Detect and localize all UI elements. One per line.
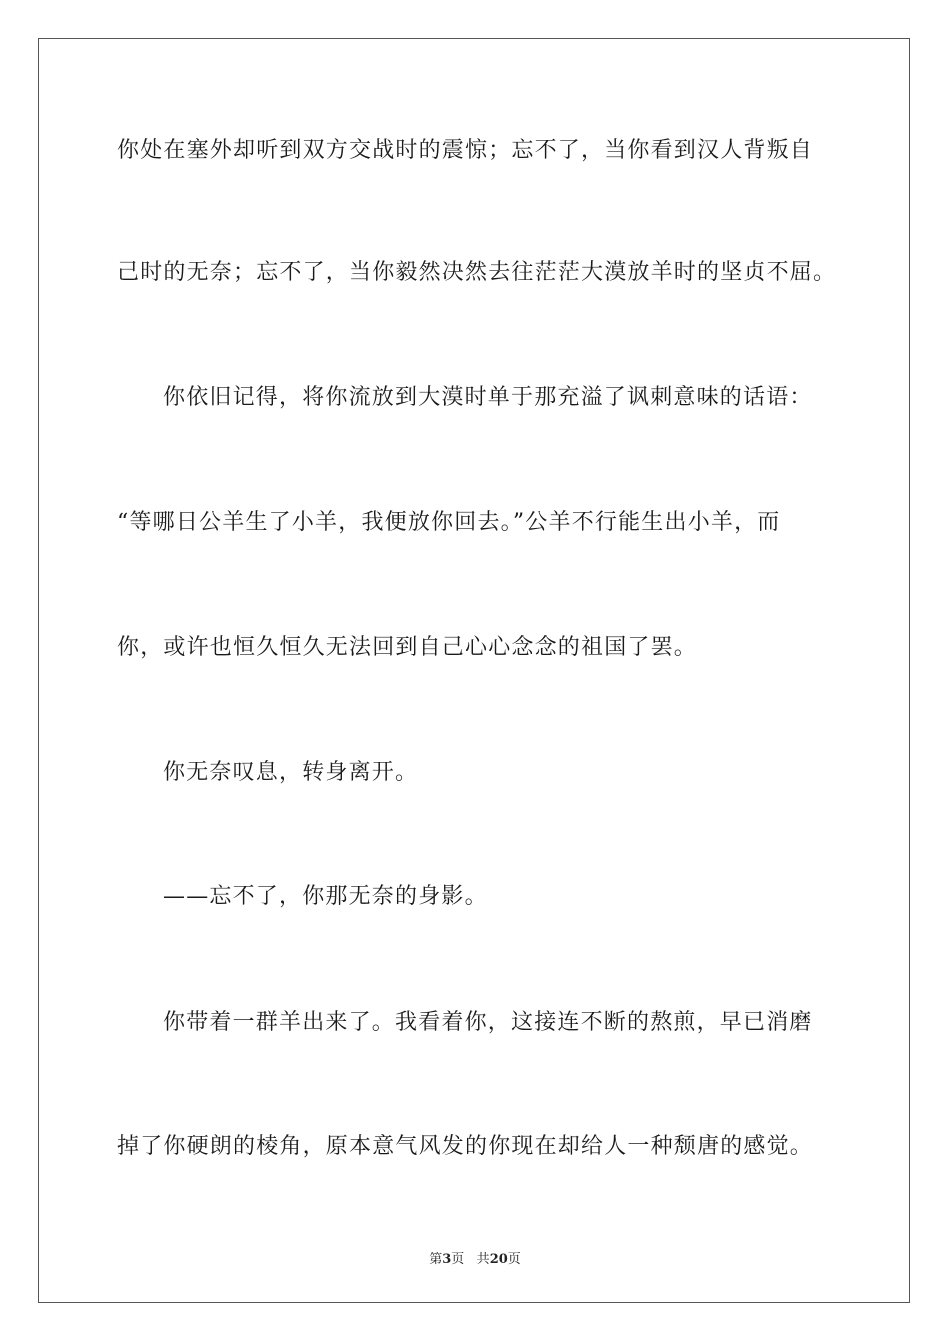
total-suffix: 页 bbox=[507, 1252, 521, 1267]
page-number: 3 bbox=[442, 1252, 452, 1267]
paragraph-line-5: 你，或许也恒久恒久无法回到自己心心念念的祖国了罢。 bbox=[117, 635, 698, 660]
paragraph-line-1: 你处在塞外却听到双方交战时的震惊；忘不了，当你看到汉人背叛自 bbox=[117, 138, 814, 163]
paragraph-line-2: 己时的无奈；忘不了，当你毅然决然去往茫茫大漠放羊时的坚贞不屈。 bbox=[117, 260, 837, 285]
paragraph-line-7: ——忘不了，你那无奈的身影。 bbox=[163, 884, 488, 909]
paragraph-line-6: 你无奈叹息，转身离开。 bbox=[163, 760, 419, 785]
paragraph-line-9: 掉了你硬朗的棱角，原本意气风发的你现在却给人一种颓唐的感觉。 bbox=[117, 1134, 814, 1159]
page-prefix: 第 bbox=[429, 1252, 443, 1267]
page-suffix: 页 bbox=[451, 1252, 465, 1267]
total-prefix: 共 bbox=[476, 1252, 490, 1267]
total-pages: 20 bbox=[489, 1252, 508, 1267]
paragraph-line-3: 你依旧记得，将你流放到大漠时单于那充溢了讽刺意味的话语： bbox=[163, 385, 813, 410]
page-border bbox=[38, 38, 910, 1303]
paragraph-line-8: 你带着一群羊出来了。我看着你，这接连不断的熬煎，早已消磨 bbox=[163, 1010, 813, 1035]
paragraph-line-4: “等哪日公羊生了小羊，我便放你回去。”公羊不行能生出小羊，而 bbox=[117, 510, 781, 535]
page-footer bbox=[0, 1248, 950, 1267]
